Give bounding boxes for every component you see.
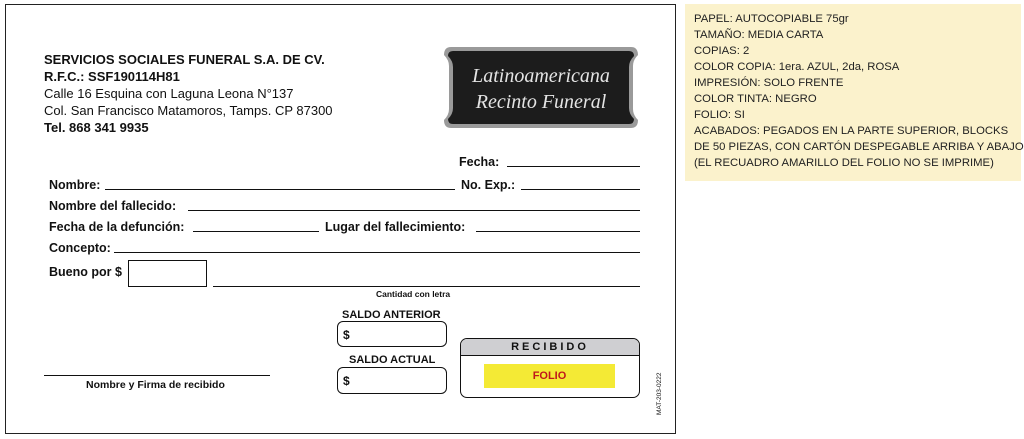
no-exp-line[interactable] xyxy=(521,189,640,190)
nombre-line[interactable] xyxy=(105,189,455,190)
bueno-por-amount-box[interactable] xyxy=(128,260,207,287)
bueno-por-label: Bueno por $ xyxy=(49,265,122,279)
cantidad-letra-line[interactable] xyxy=(213,286,640,287)
company-phone: Tel. 868 341 9935 xyxy=(44,120,149,135)
saldo-anterior-currency: $ xyxy=(343,328,350,342)
spec-line: COLOR COPIA: 1era. AZUL, 2da, ROSA xyxy=(694,61,900,73)
lugar-fallecimiento-label: Lugar del fallecimiento: xyxy=(325,220,466,234)
fecha-defuncion-label: Fecha de la defunción: xyxy=(49,220,185,234)
lugar-fallecimiento-line[interactable] xyxy=(476,231,640,232)
nombre-fallecido-line[interactable] xyxy=(188,210,640,211)
company-address-line1: Calle 16 Esquina con Laguna Leona N°137 xyxy=(44,86,294,101)
spec-line: FOLIO: SI xyxy=(694,109,745,121)
logo-line1: Latinoamericana xyxy=(472,65,610,87)
spec-line: PAPEL: AUTOCOPIABLE 75gr xyxy=(694,13,849,25)
company-address-line2: Col. San Francisco Matamoros, Tamps. CP 87300 xyxy=(44,103,333,118)
spec-line: DE 50 PIEZAS, CON CARTÓN DESPEGABLE ARRIBA Y ABAJO xyxy=(694,141,1024,153)
company-logo xyxy=(443,46,639,129)
concepto-label: Concepto: xyxy=(49,241,111,255)
spec-line: (EL RECUADRO AMARILLO DEL FOLIO NO SE IMPRIME) xyxy=(694,157,994,169)
form-code xyxy=(650,372,666,416)
recibido-header: RECIBIDO xyxy=(461,339,639,356)
fecha-label: Fecha: xyxy=(459,155,500,169)
print-specs xyxy=(685,4,1024,181)
fecha-line[interactable] xyxy=(507,166,640,167)
folio-box: FOLIO xyxy=(484,364,615,388)
company-info xyxy=(44,51,333,136)
saldo-actual-currency: $ xyxy=(343,374,350,388)
saldo-anterior-box[interactable] xyxy=(337,321,447,347)
spec-line: COPIAS: 2 xyxy=(694,45,750,57)
cantidad-letra-label: Cantidad con letra xyxy=(376,289,451,299)
form-code-text: MAT-203-0222 xyxy=(656,372,663,415)
saldo-anterior-label: SALDO ANTERIOR xyxy=(342,309,441,321)
concepto-line[interactable] xyxy=(114,252,640,253)
spec-line: TAMAÑO: MEDIA CARTA xyxy=(694,29,824,41)
firma-label: Nombre y Firma de recibido xyxy=(86,379,225,391)
spec-line: IMPRESIÓN: SOLO FRENTE xyxy=(694,77,844,89)
company-name: SERVICIOS SOCIALES FUNERAL S.A. DE CV. xyxy=(44,52,325,67)
no-exp-label: No. Exp.: xyxy=(461,178,516,192)
saldo-actual-label: SALDO ACTUAL xyxy=(349,354,436,366)
saldo-actual-box[interactable] xyxy=(337,367,447,394)
firma-line[interactable] xyxy=(44,375,270,376)
nombre-label: Nombre: xyxy=(49,178,101,192)
recibido-box xyxy=(460,338,640,398)
spec-line: ACABADOS: PEGADOS EN LA PARTE SUPERIOR, BLOCKS xyxy=(694,125,1009,137)
fecha-defuncion-line[interactable] xyxy=(193,231,319,232)
spec-line: COLOR TINTA: NEGRO xyxy=(694,93,817,105)
company-rfc: R.F.C.: SSF190114H81 xyxy=(44,69,180,84)
nombre-fallecido-label: Nombre del fallecido: xyxy=(49,199,177,213)
logo-line2: Recinto Funeral xyxy=(475,91,607,113)
